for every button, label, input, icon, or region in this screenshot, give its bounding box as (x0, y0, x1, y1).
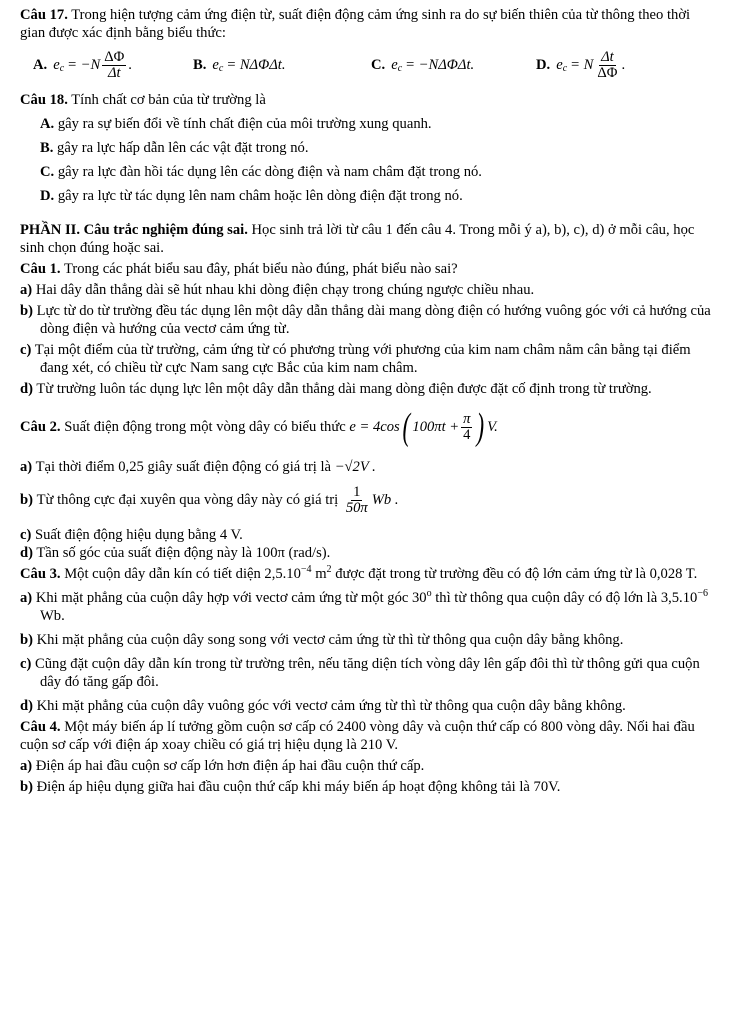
question-3-item-d: d) Khi mặt phẳng của cuộn dây vuông góc với vectơ cảm ứng từ thì từ thông qua cuộn dây bằng không. (20, 698, 626, 714)
question-17 (20, 6, 713, 42)
option-17-b: B. e c = NΔΦΔt. (193, 57, 286, 74)
question-1-item-a: a) Hai dây dẫn thẳng dài sẽ hút nhau khi dòng điện chạy trong chúng ngược chiều nhau. (20, 282, 535, 298)
question-3-item-b: b) Khi mặt phẳng của cuộn dây song song với vectơ cảm ứng từ thì từ thông qua cuộn dây bằng không. (20, 632, 624, 648)
question-18-label: Câu 18. (20, 92, 68, 108)
question-2-item-a: a) Tại thời điểm 0,25 giây suất điện động có giá trị là −√2V . (20, 459, 376, 475)
fraction: $\frac{\Delta t}{\Delta\Phi}$ (597, 48, 618, 81)
question-3-item-a: a) Khi mặt phẳng của cuộn dây hợp với vectơ cảm ứng từ một góc 30$^o$ thì từ thông qua cuộn dây có độ lớn là $3,5.10^{-6}$ Wb. (20, 588, 708, 624)
emf-equation: e = 4cos ( 100πt + $\frac{\pi}{4}$ ) V. (349, 406, 498, 448)
option-18-a: A. gây ra sự biến đổi về tính chất điện của môi trường xung quanh. (40, 116, 432, 132)
question-17-label: Câu 17. (20, 7, 68, 23)
option-17-d: D. e c = N $\frac{\Delta t}{\Delta\Phi}$ . (536, 48, 626, 81)
question-2-item-b: b) Từ thông cực đại xuyên qua vòng dây này có giá trị $\frac{1}{50\pi}$ Wb . (20, 483, 399, 516)
fraction: $\frac{\pi}{4}$ (463, 410, 471, 443)
question-2-item-d: d) Tần số góc của suất điện động này là 100π (rad/s). (20, 545, 331, 561)
question-3-item-c: c) Cũng đặt cuộn dây dẫn kín trong từ trường trên, nếu tăng diện tích vòng dây lên gấp đôi thì từ thông gửi qua cuộn dây đó tăng gấp đôi. (20, 656, 700, 690)
option-17-a: A. e c = −N $\frac{\Delta\Phi}{\Delta t}$ . (33, 48, 132, 81)
question-17-options (20, 42, 713, 88)
question-18 (20, 91, 713, 109)
option-17-c: C. e c = −NΔΦΔt. (371, 57, 475, 74)
option-18-d: D. gây ra lực từ tác dụng lên nam châm hoặc lên dòng điện đặt trong nó. (40, 188, 463, 204)
fraction: $\frac{1}{50\pi}$ (345, 483, 368, 516)
question-4: Câu 4. Một máy biến áp lí tưởng gồm cuộn sơ cấp có 2400 vòng dây và cuộn thứ cấp có 800 vòng dây. Nối hai đầu cuộn sơ cấp với điện áp xoay chiều có giá trị hiệu dụng là 210 V. (20, 719, 695, 753)
question-1-item-b: b) Lực từ do từ trường đều tác dụng lên một dây dẫn thẳng dài mang dòng điện có hướng vuông góc với cả hướng của dòng điện và hướng của vectơ cảm ứng từ. (20, 303, 711, 337)
question-4-item-a: a) Điện áp hai đầu cuộn sơ cấp lớn hơn điện áp hai đầu cuộn thứ cấp. (20, 758, 425, 774)
question-17-text: Trong hiện tượng cảm ứng điện từ, suất điện động cảm ứng sinh ra do sự biến thiên của từ thông theo thời gian được xác định bằng biểu thức: (20, 7, 691, 41)
part-2-instructions: Học sinh trả lời từ câu 1 đến câu 4. Trong mỗi ý a), b), c), d) ở mỗi câu, học sinh chọn đúng hoặc sai. (20, 222, 695, 256)
option-18-b: B. gây ra lực hấp dẫn lên các vật đặt trong nó. (40, 140, 309, 156)
question-1-item-d: d) Từ trường luôn tác dụng lực lên một dây dẫn thẳng dài mang dòng điện được đặt cố định trong từ trường. (20, 381, 652, 397)
option-18-c: C. gây ra lực đàn hồi tác dụng lên các dòng điện và nam châm đặt trong nó. (40, 164, 482, 180)
question-1: Câu 1. Trong các phát biểu sau đây, phát biểu nào đúng, phát biểu nào sai? (20, 261, 458, 277)
part-2-title: PHẦN II. Câu trắc nghiệm đúng sai. (20, 222, 248, 238)
question-2-item-c: c) Suất điện động hiệu dụng bằng 4 V. (20, 527, 243, 543)
fraction: $\frac{\Delta\Phi}{\Delta t}$ (104, 48, 125, 81)
question-18-text: Tính chất cơ bản của từ trường là (71, 92, 266, 108)
question-4-item-b: b) Điện áp hiệu dụng giữa hai đầu cuộn thứ cấp khi máy biến áp hoạt động không tải là 70V. (20, 779, 561, 795)
question-1-item-c: c) Tại một điểm của từ trường, cảm ứng từ có phương trùng với phương của kim nam châm nằm cân bằng tại điểm đang xét, có chiều từ cực Nam sang cực Bắc của kim nam châm. (20, 342, 691, 376)
question-2: Câu 2. Suất điện động trong một vòng dây có biểu thức e = 4cos ( 100πt + $\frac{\pi}{4}$ ) V. (20, 406, 498, 448)
part-2-heading (20, 221, 713, 257)
question-3: Câu 3. Một cuộn dây dẫn kín có tiết diện $2,5.10^{-4}$ $m^2$ được đặt trong từ trường đều có độ lớn cảm ứng từ là 0,028 T. (20, 564, 698, 582)
